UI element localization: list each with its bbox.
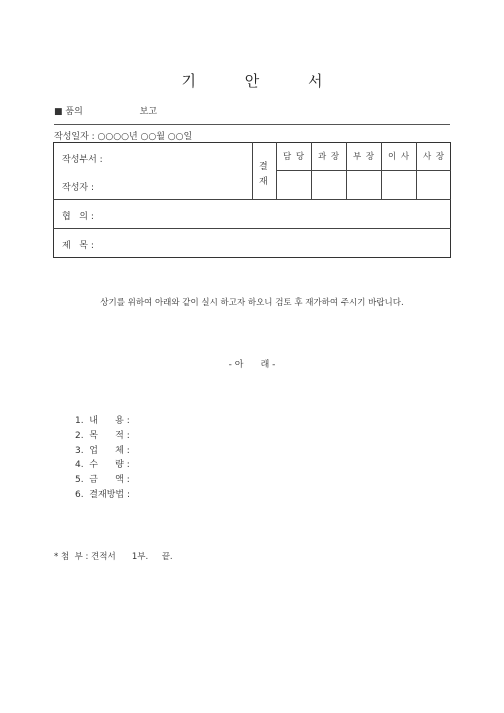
document-type (54, 104, 157, 117)
row-divider-subject (53, 228, 451, 229)
approval-label-top: 결 (259, 162, 268, 172)
checked-square-icon: ■ (54, 107, 63, 117)
list-item: 5. 금 액 : (75, 475, 130, 486)
approver-president: 사 장 (422, 152, 446, 162)
list-item: 2. 목 적 : (75, 430, 130, 441)
type-option-pumui: 품의 (65, 107, 83, 117)
header-divider (54, 124, 450, 125)
consult-label: 협 의 : (62, 212, 94, 222)
approval-label-bottom: 재 (259, 177, 268, 187)
approver-director: 이 사 (387, 152, 411, 162)
section-heading: - 아 래 - (228, 360, 276, 370)
page-title: 기 안 서 (181, 72, 345, 90)
approver-staff: 담 당 (282, 152, 306, 162)
list-item: 6. 결재방법 : (75, 489, 130, 500)
item-list (75, 414, 130, 503)
attachment-line: * 첨 부 : 견적서 1부. 끝. (54, 552, 173, 562)
col-divider-left (252, 142, 253, 199)
dept-label: 작성부서 : (62, 155, 103, 165)
intro-paragraph: 상기를 위하여 아래와 같이 실시 하고자 하오니 검토 후 재가하여 주시기 바랍니다. (100, 298, 404, 308)
list-item: 3. 업 체 : (75, 445, 130, 456)
date-line: 작성일자 : ○○○○년 ○○월 ○○일 (54, 132, 193, 142)
author-label: 작성자 : (62, 183, 94, 193)
list-item: 1. 내 용 : (75, 416, 130, 426)
type-option-bogo: 보고 (139, 107, 158, 117)
list-item: 4. 수 량 : (75, 460, 130, 471)
row-divider-consult (53, 199, 451, 200)
approver-dept-head: 부 장 (352, 152, 376, 162)
approver-header-divider (276, 170, 451, 171)
subject-label: 제 목 : (62, 241, 94, 251)
approver-section-chief: 과 장 (317, 152, 341, 162)
